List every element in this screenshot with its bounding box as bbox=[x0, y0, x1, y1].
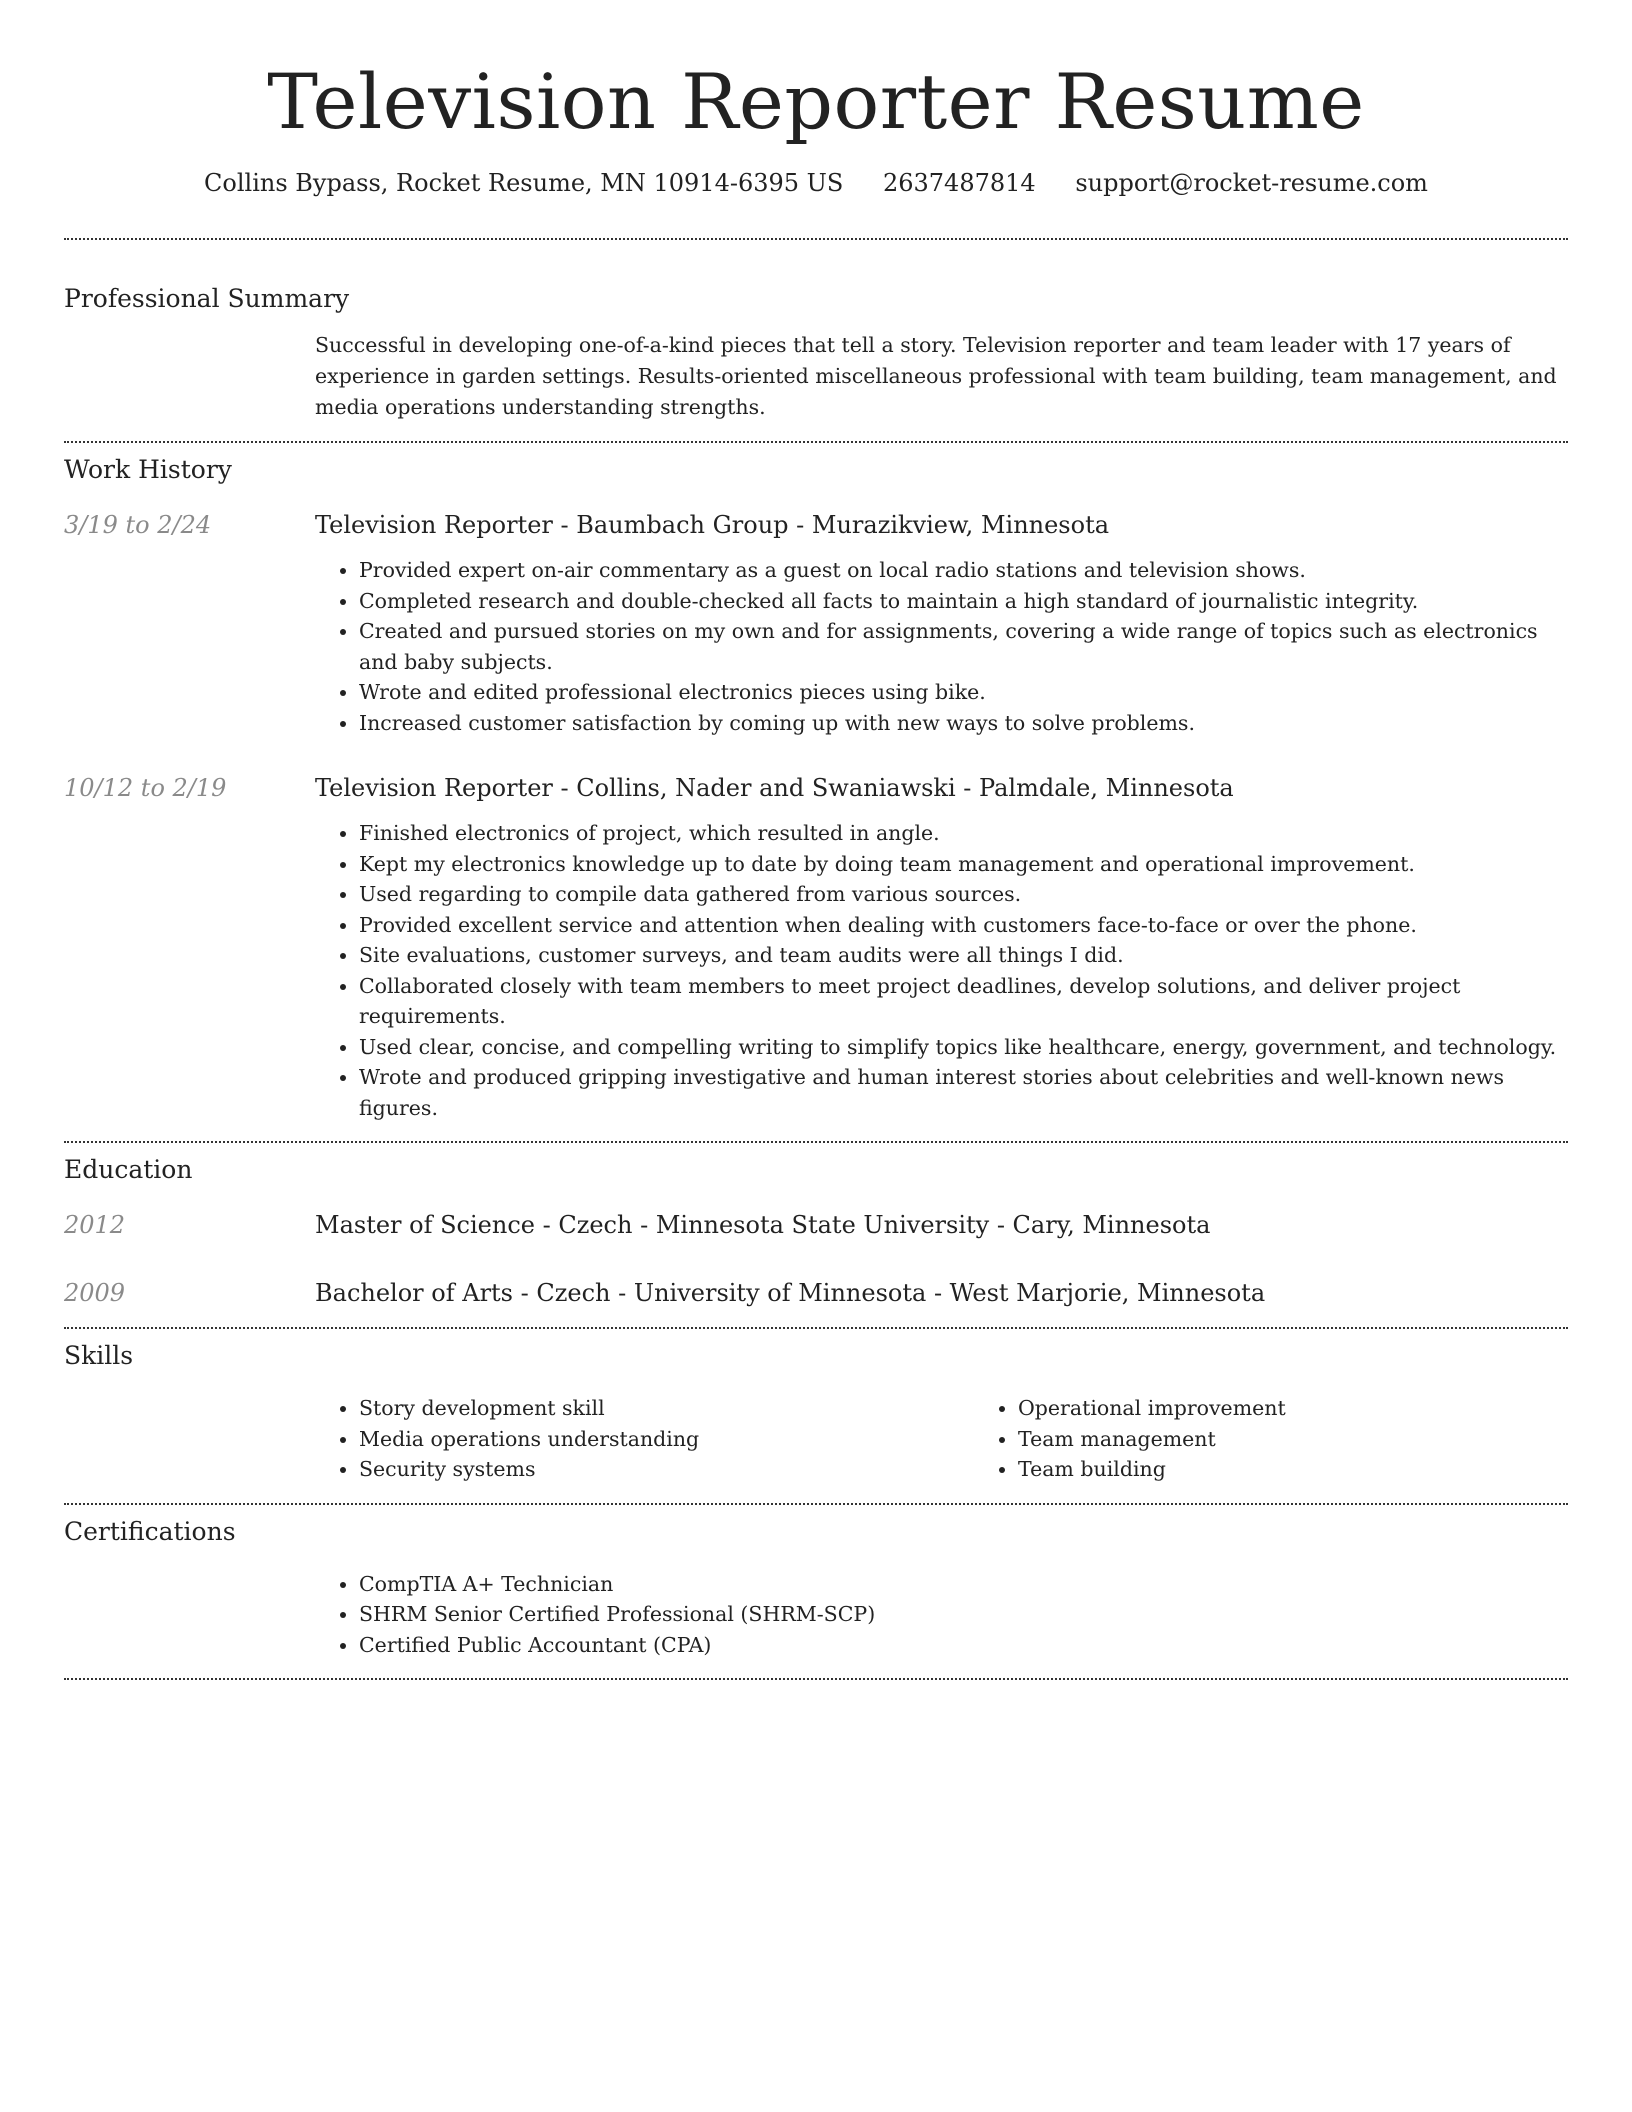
skill-item: • Team management bbox=[1018, 1424, 1632, 1455]
job-title: Television Reporter - Baumbach Group - Murazikview, Minnesota bbox=[315, 511, 1110, 539]
skills-heading: Skills bbox=[64, 1341, 134, 1370]
skill-item: • Team building bbox=[1018, 1454, 1632, 1485]
certifications-list bbox=[315, 1569, 1568, 1661]
job-bullet: • Finished electronics of project, which resulted in angle. bbox=[359, 818, 1568, 849]
job-bullet: • Increased customer satisfaction by coming up with new ways to solve problems. bbox=[359, 708, 1568, 739]
job-bullet: • Collaborated closely with team members to meet project deadlines, develop solutions, and deliver project requirements. bbox=[359, 971, 1568, 1032]
job-bullet: • Created and pursued stories on my own and for assignments, covering a wide range of topics such as electronics and baby subjects. bbox=[359, 616, 1568, 677]
skills-columns bbox=[315, 1393, 1632, 1485]
skill-item: • Story development skill bbox=[359, 1393, 974, 1424]
certifications-section bbox=[64, 1515, 1568, 1661]
certification-item: • Certified Public Accountant (CPA) bbox=[359, 1630, 1568, 1661]
resume-title: Television Reporter Resume bbox=[267, 57, 1365, 146]
skill-item: • Media operations understanding bbox=[359, 1424, 974, 1455]
job-bullet: • Completed research and double-checked all facts to maintain a high standard of journalistic integrity. bbox=[359, 586, 1568, 617]
skill-item: • Security systems bbox=[359, 1454, 974, 1485]
education-title: Bachelor of Arts - Czech - University of Minnesota - West Marjorie, Minnesota bbox=[315, 1279, 1266, 1307]
job-bullet: • Provided expert on-air commentary as a guest on local radio stations and television shows. bbox=[359, 555, 1568, 586]
education-title: Master of Science - Czech - Minnesota State University - Cary, Minnesota bbox=[315, 1211, 1211, 1239]
job-bullet: • Site evaluations, customer surveys, and team audits were all things I did. bbox=[359, 940, 1568, 971]
certifications-column bbox=[315, 1569, 1568, 1661]
contact-phone: 2637487814 bbox=[882, 169, 1036, 197]
job-bullet: • Provided excellent service and attention when dealing with customers face-to-face or over the phone. bbox=[359, 910, 1568, 941]
work-history-section bbox=[64, 453, 1568, 1123]
skill-item: • Operational improvement bbox=[1018, 1393, 1632, 1424]
certification-item: • SHRM Senior Certified Professional (SHRM-SCP) bbox=[359, 1599, 1568, 1630]
work-history-heading: Work History bbox=[64, 455, 232, 484]
job-dates: 10/12 to 2/19 bbox=[64, 774, 227, 802]
education-entry bbox=[64, 1277, 1568, 1309]
section-divider bbox=[64, 1503, 1568, 1505]
job-title: Television Reporter - Collins, Nader and Swaniawski - Palmdale, Minnesota bbox=[315, 774, 1234, 802]
job-details bbox=[315, 509, 1568, 738]
job-bullet: • Kept my electronics knowledge up to date by doing team management and operational improvement. bbox=[359, 849, 1568, 880]
education-entry bbox=[64, 1209, 1568, 1241]
education-section bbox=[64, 1153, 1568, 1309]
job-bullet: • Used clear, concise, and compelling writing to simplify topics like healthcare, energy, government, and technology. bbox=[359, 1032, 1568, 1063]
skills-list-right bbox=[974, 1393, 1632, 1485]
contact-info bbox=[64, 166, 1568, 200]
job-entry bbox=[64, 772, 1568, 1123]
section-divider bbox=[64, 441, 1568, 443]
certifications-row bbox=[64, 1569, 1568, 1661]
summary-section bbox=[64, 282, 1568, 423]
certifications-heading: Certifications bbox=[64, 1516, 236, 1546]
education-year: 2012 bbox=[64, 1211, 126, 1239]
job-details bbox=[315, 772, 1568, 1123]
section-divider bbox=[64, 1141, 1568, 1143]
section-divider bbox=[64, 1678, 1568, 1680]
skills-list-left bbox=[315, 1393, 974, 1485]
certification-item: • CompTIA A+ Technician bbox=[359, 1569, 1568, 1600]
skills-row bbox=[64, 1393, 1568, 1485]
contact-email: support@rocket-resume.com bbox=[1075, 169, 1428, 197]
skills-section bbox=[64, 1339, 1568, 1485]
contact-address: Collins Bypass, Rocket Resume, MN 10914-6395 US bbox=[204, 169, 844, 197]
job-bullets bbox=[315, 555, 1568, 738]
job-bullet: • Wrote and produced gripping investigative and human interest stories about celebrities and well-known news figures. bbox=[359, 1062, 1568, 1123]
job-bullets bbox=[315, 818, 1568, 1123]
job-bullet: • Used regarding to compile data gathered from various sources. bbox=[359, 879, 1568, 910]
section-divider bbox=[64, 238, 1568, 240]
job-dates: 3/19 to 2/24 bbox=[64, 511, 212, 539]
summary-text: Successful in developing one-of-a-kind pieces that tell a story. Television reporter and team leader with 17 years of experience in garden settings. Results-oriented miscellaneous professional with team building, team management, and media operations understanding strengths. bbox=[315, 333, 1557, 419]
education-heading: Education bbox=[64, 1155, 193, 1184]
job-bullet: • Wrote and edited professional electronics pieces using bike. bbox=[359, 677, 1568, 708]
section-divider bbox=[64, 1327, 1568, 1329]
job-entry bbox=[64, 509, 1568, 738]
education-year: 2009 bbox=[64, 1279, 126, 1307]
summary-row bbox=[64, 330, 1568, 423]
summary-heading: Professional Summary bbox=[64, 284, 350, 313]
